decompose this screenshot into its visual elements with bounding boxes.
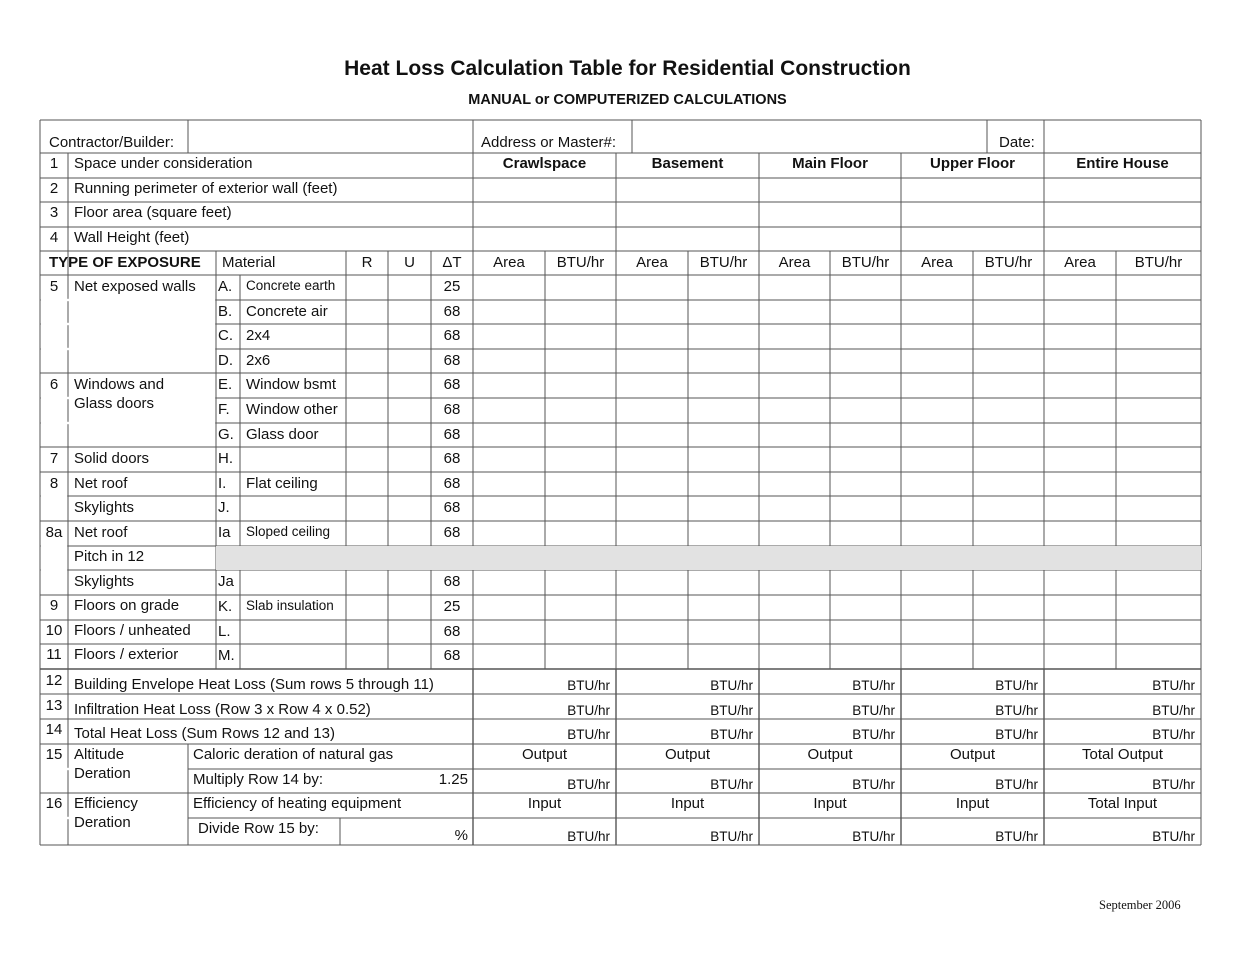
btu-header: BTU/hr bbox=[556, 254, 605, 271]
document-title: Heat Loss Calculation Table for Residential Construction bbox=[344, 57, 911, 80]
total-input-label: Total Input bbox=[1087, 795, 1158, 812]
column-header: Entire House bbox=[1076, 155, 1169, 172]
group-label: Net roof bbox=[74, 524, 128, 541]
row-label: Total Heat Loss (Sum Rows 12 and 13) bbox=[74, 725, 335, 742]
contractor-input[interactable] bbox=[190, 134, 470, 152]
row-label: Building Envelope Heat Loss (Sum rows 5 through 11) bbox=[74, 676, 434, 693]
delta-t-value: 68 bbox=[443, 376, 461, 393]
group-label: Windows and bbox=[74, 376, 165, 393]
output-label: Output bbox=[949, 746, 996, 763]
btu-unit: BTU/hr bbox=[852, 727, 895, 742]
material-name: Concrete air bbox=[246, 303, 328, 320]
input-label: Input bbox=[813, 795, 847, 812]
group-number: 10 bbox=[45, 622, 63, 639]
r-header: R bbox=[361, 254, 373, 271]
delta-t-value: 68 bbox=[443, 450, 461, 467]
btu-unit: BTU/hr bbox=[710, 727, 753, 742]
material-code: C. bbox=[218, 327, 233, 344]
output-label: Output bbox=[807, 746, 853, 763]
area-header: Area bbox=[921, 254, 953, 271]
btu-unit: BTU/hr bbox=[710, 777, 753, 792]
btu-header: BTU/hr bbox=[1134, 254, 1183, 271]
shaded-cell bbox=[216, 546, 240, 570]
group-number: 8 bbox=[49, 475, 59, 492]
row-number: 4 bbox=[49, 229, 59, 246]
row-label: Deration bbox=[74, 814, 131, 831]
btu-unit: BTU/hr bbox=[995, 727, 1038, 742]
group-number: 9 bbox=[49, 597, 59, 614]
row-label: Altitude bbox=[74, 746, 125, 763]
row-label: Space under consideration bbox=[74, 155, 253, 172]
area-header: Area bbox=[1064, 254, 1096, 271]
material-code: E. bbox=[218, 376, 233, 393]
multiply-label: Multiply Row 14 by: bbox=[193, 771, 324, 788]
input-label: Input bbox=[670, 795, 705, 812]
btu-unit: BTU/hr bbox=[995, 678, 1038, 693]
btu-unit: BTU/hr bbox=[710, 829, 753, 844]
btu-header: BTU/hr bbox=[699, 254, 748, 271]
grid-gap bbox=[41, 323, 215, 325]
material-code: Ja bbox=[218, 573, 234, 590]
delta-t-value: 68 bbox=[443, 524, 461, 541]
delta-t-header: ΔT bbox=[442, 254, 462, 271]
delta-t-value: 68 bbox=[443, 303, 461, 320]
group-number: 6 bbox=[49, 376, 59, 393]
btu-unit: BTU/hr bbox=[995, 829, 1038, 844]
footer-date: September 2006 bbox=[1099, 898, 1181, 912]
column-header: Crawlspace bbox=[502, 155, 587, 172]
type-of-exposure-header: TYPE OF EXPOSURE bbox=[49, 254, 201, 271]
material-name: 2x6 bbox=[246, 352, 271, 369]
shaded-cell bbox=[240, 546, 346, 570]
btu-unit: BTU/hr bbox=[852, 703, 895, 718]
row-description: Efficiency of heating equipment bbox=[193, 795, 402, 812]
material-code: A. bbox=[218, 278, 233, 295]
row-number: 12 bbox=[45, 672, 63, 689]
btu-unit: BTU/hr bbox=[1152, 727, 1195, 742]
delta-t-value: 68 bbox=[443, 499, 461, 516]
group-label: Net roof bbox=[74, 475, 128, 492]
material-name: Window bsmt bbox=[246, 376, 337, 393]
u-header: U bbox=[404, 254, 415, 271]
material-code: G. bbox=[218, 426, 234, 443]
grid-gap bbox=[41, 569, 67, 571]
row-label: Deration bbox=[74, 765, 131, 782]
row-number: 3 bbox=[49, 204, 59, 221]
btu-unit: BTU/hr bbox=[710, 678, 753, 693]
area-header: Area bbox=[636, 254, 668, 271]
grid-gap bbox=[41, 545, 67, 547]
btu-unit: BTU/hr bbox=[710, 703, 753, 718]
group-label: Pitch in 12 bbox=[74, 548, 145, 565]
input-label: Input bbox=[955, 795, 990, 812]
btu-unit: BTU/hr bbox=[852, 777, 895, 792]
group-label: Net exposed walls bbox=[74, 278, 196, 295]
address-input[interactable] bbox=[634, 134, 984, 152]
input-label: Input bbox=[527, 795, 562, 812]
row-number: 15 bbox=[45, 746, 63, 763]
material-code: B. bbox=[218, 303, 233, 320]
btu-unit: BTU/hr bbox=[1152, 777, 1195, 792]
group-label: Floors / unheated bbox=[74, 622, 191, 639]
material-name: Flat ceiling bbox=[246, 475, 318, 492]
output-label: Output bbox=[521, 746, 568, 763]
material-name: Slab insulation bbox=[246, 598, 334, 613]
group-number: 7 bbox=[49, 450, 59, 467]
row-label: Floor area (square feet) bbox=[74, 204, 232, 221]
shaded-cell bbox=[346, 546, 388, 570]
group-label: Skylights bbox=[74, 499, 135, 516]
row-number: 2 bbox=[49, 180, 59, 197]
date-label: Date: bbox=[999, 134, 1035, 151]
btu-header: BTU/hr bbox=[841, 254, 890, 271]
row-label: Infiltration Heat Loss (Row 3 x Row 4 x 0.52) bbox=[74, 701, 371, 718]
btu-unit: BTU/hr bbox=[1152, 678, 1195, 693]
group-number: 5 bbox=[49, 278, 59, 295]
material-code: J. bbox=[218, 499, 230, 516]
multiply-value: 1.25 bbox=[438, 771, 468, 788]
column-header: Basement bbox=[651, 155, 724, 172]
shaded-cell bbox=[388, 546, 431, 570]
btu-unit: BTU/hr bbox=[852, 678, 895, 693]
btu-unit: BTU/hr bbox=[995, 703, 1038, 718]
group-number: 11 bbox=[46, 646, 62, 663]
btu-unit: BTU/hr bbox=[852, 829, 895, 844]
shaded-cell bbox=[431, 546, 473, 570]
delta-t-value: 68 bbox=[443, 426, 461, 443]
row-number: 14 bbox=[45, 721, 63, 738]
grid-gap bbox=[41, 299, 215, 301]
delta-t-value: 68 bbox=[443, 573, 461, 590]
group-label: Floors / exterior bbox=[74, 646, 179, 663]
material-name: 2x4 bbox=[246, 327, 271, 344]
delta-t-value: 68 bbox=[443, 327, 461, 344]
area-header: Area bbox=[778, 254, 811, 271]
group-label: Floors on grade bbox=[74, 597, 180, 614]
btu-unit: BTU/hr bbox=[995, 777, 1038, 792]
delta-t-value: 25 bbox=[443, 278, 461, 295]
material-code: H. bbox=[218, 450, 233, 467]
row-number: 13 bbox=[45, 697, 63, 714]
material-code: K. bbox=[218, 598, 233, 615]
delta-t-value: 25 bbox=[443, 598, 461, 615]
btu-header: BTU/hr bbox=[984, 254, 1033, 271]
row-number: 1 bbox=[49, 155, 59, 172]
material-code: Ia bbox=[218, 524, 231, 541]
group-label: Solid doors bbox=[74, 450, 150, 467]
shaded-cell bbox=[473, 546, 1201, 570]
btu-unit: BTU/hr bbox=[567, 678, 610, 693]
output-label: Output bbox=[664, 746, 711, 763]
document-subtitle: MANUAL or COMPUTERIZED CALCULATIONS bbox=[468, 92, 787, 108]
btu-unit: BTU/hr bbox=[567, 829, 610, 844]
material-code: I. bbox=[218, 475, 227, 492]
column-header: Main Floor bbox=[792, 155, 868, 172]
material-code: M. bbox=[218, 647, 235, 664]
area-header: Area bbox=[493, 254, 525, 271]
address-label: Address or Master#: bbox=[481, 134, 617, 151]
row-label: Running perimeter of exterior wall (feet) bbox=[74, 180, 338, 197]
delta-t-value: 68 bbox=[443, 623, 461, 640]
delta-t-value: 68 bbox=[443, 352, 461, 369]
grid-gap bbox=[41, 495, 67, 497]
group-label: Skylights bbox=[74, 573, 135, 590]
group-label: Glass doors bbox=[74, 395, 155, 412]
row-number: 16 bbox=[45, 795, 63, 812]
column-header: Upper Floor bbox=[930, 155, 1015, 172]
date-input[interactable] bbox=[1046, 134, 1198, 152]
material-name: Glass door bbox=[246, 426, 319, 443]
btu-unit: BTU/hr bbox=[567, 703, 610, 718]
material-name: Sloped ceiling bbox=[246, 524, 331, 539]
material-name: Window other bbox=[246, 401, 338, 418]
row-label: Wall Height (feet) bbox=[74, 229, 190, 246]
btu-unit: BTU/hr bbox=[1152, 703, 1195, 718]
row-description: Caloric deration of natural gas bbox=[193, 746, 394, 763]
material-code: D. bbox=[218, 352, 233, 369]
delta-t-value: 68 bbox=[443, 401, 461, 418]
material-name: Concrete earth bbox=[246, 278, 336, 293]
contractor-label: Contractor/Builder: bbox=[49, 134, 175, 151]
delta-t-value: 68 bbox=[443, 647, 461, 664]
grid-gap bbox=[41, 422, 215, 424]
material-header: Material bbox=[222, 254, 276, 271]
percent-unit: % bbox=[454, 827, 468, 844]
divide-label: Divide Row 15 by: bbox=[198, 820, 319, 837]
row-label: Efficiency bbox=[74, 795, 138, 812]
total-output-label: Total Output bbox=[1082, 746, 1163, 763]
grid-gap bbox=[41, 348, 215, 350]
btu-unit: BTU/hr bbox=[567, 777, 610, 792]
delta-t-value: 68 bbox=[443, 475, 461, 492]
group-number: 8a bbox=[45, 524, 63, 541]
btu-unit: BTU/hr bbox=[567, 727, 610, 742]
btu-unit: BTU/hr bbox=[1152, 829, 1195, 844]
material-code: F. bbox=[218, 401, 230, 418]
material-code: L. bbox=[218, 623, 231, 640]
